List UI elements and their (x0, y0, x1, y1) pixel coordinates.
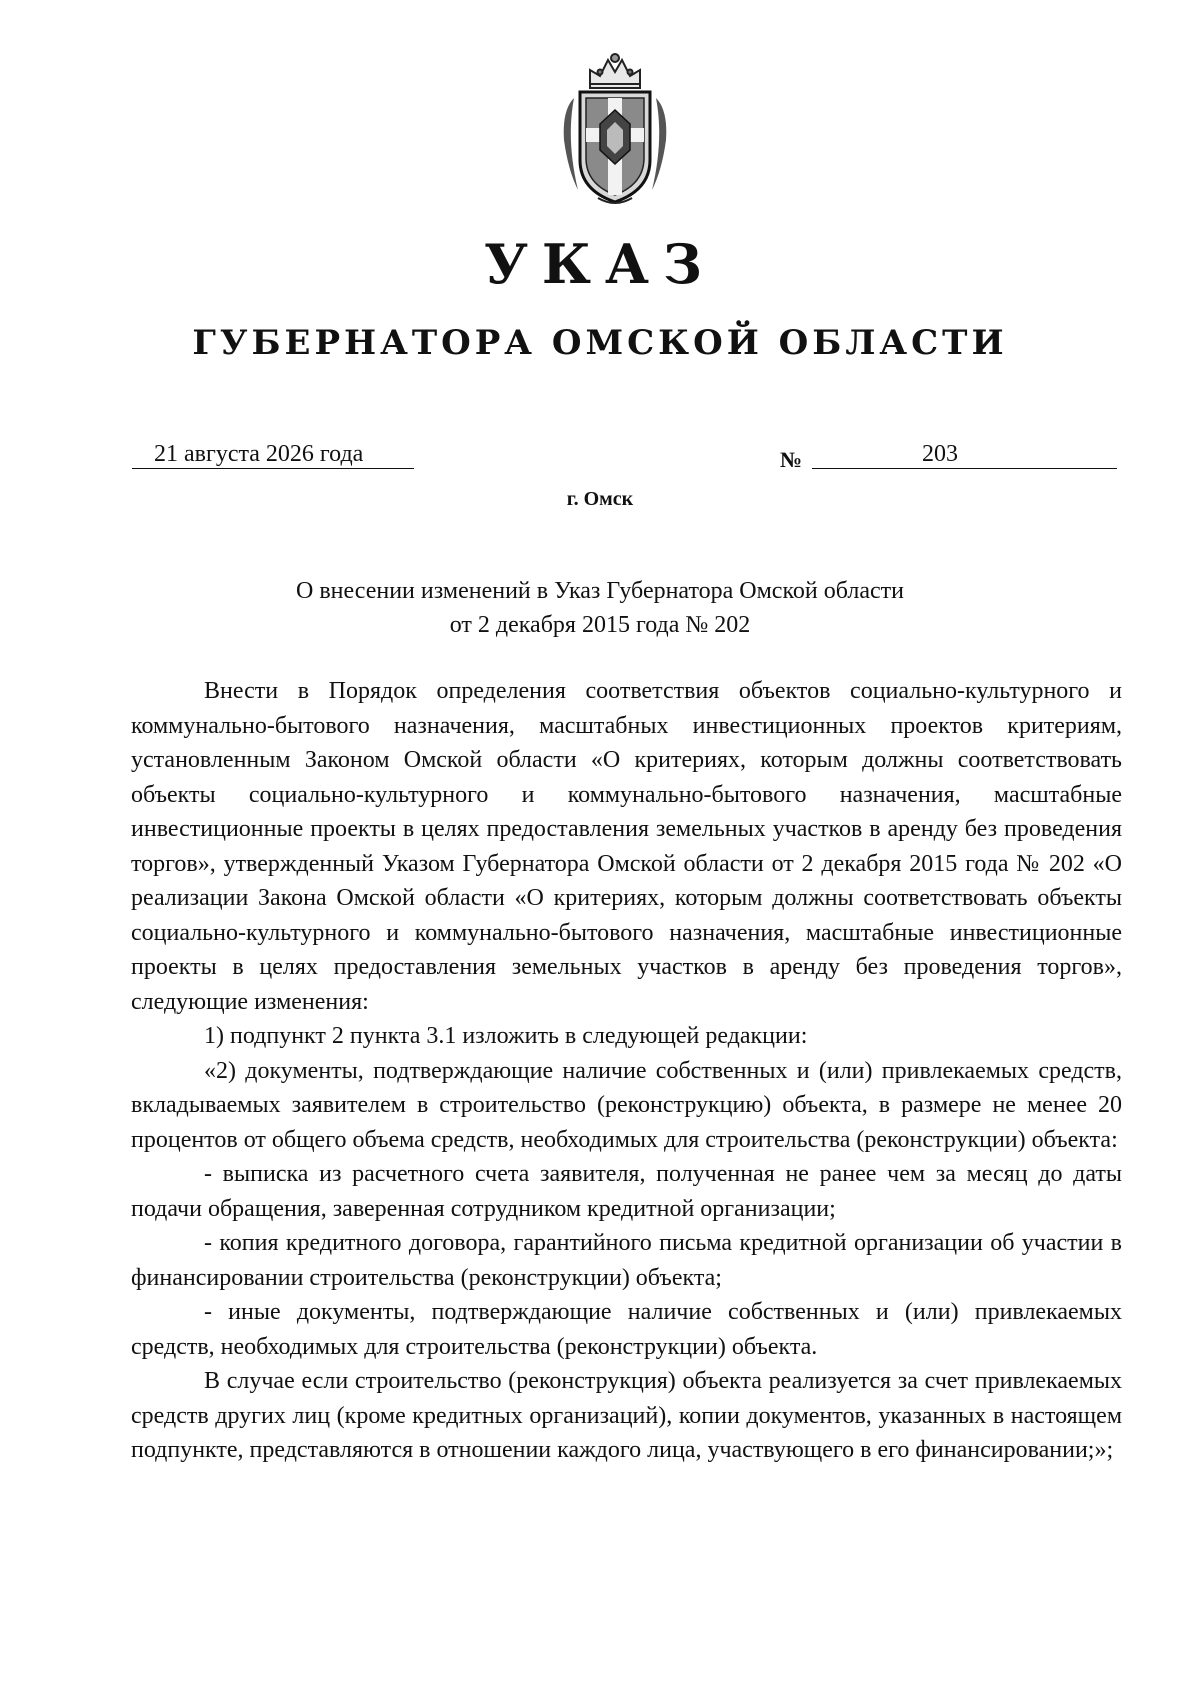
decree-subject (0, 574, 1200, 642)
decree-date: 21 августа 2026 года (154, 441, 364, 467)
body-paragraph: «2) документы, подтверждающие наличие собственных и (или) привлекаемых средств, вкладываемых заявителем в строительство (реконструкцию) объекта, в размере не менее 20 процентов от общего объема средств, необходимых для строительства (реконструкции) объекта: (131, 1057, 1122, 1153)
decree-body (131, 674, 1122, 1468)
number-sign: № (780, 447, 803, 472)
body-paragraph: Внести в Порядок определения соответствия объектов социально-культурного и коммунально-бытового назначения, масштабных инвестиционных проектов критериям, установленным Законом Омской области «О критериях, которым должны соответствовать объекты социально-культурного и коммунально-бытового назначения, масштабные инвестиционные проекты в целях предоставления земельных участков в аренду без проведения торгов», утвержденный Указом Губернатора Омской области от 2 декабря 2015 года № 202 «О реализации Закона Омской области «О критериях, которым должны соответствовать объекты социально-культурного и коммунально-бытового назначения, масштабные инвестиционные проекты в целях предоставления земельных участков в аренду без проведения торгов», следующие изменения: (131, 678, 1122, 1015)
body-paragraph: - выписка из расчетного счета заявителя, полученная не ранее чем за месяц до даты подачи обращения, заверенная сотрудником кредитной организации; (131, 1161, 1122, 1222)
coat-of-arms-icon (560, 50, 670, 210)
decree-date-field (132, 440, 414, 469)
body-paragraph: В случае если строительство (реконструкция) объекта реализуется за счет привлекаемых средств других лиц (кроме кредитных организаций), копии документов, указанных в настоящем подпункте, представляются в отношении каждого лица, участвующего в его финансировании;»; (131, 1368, 1122, 1463)
body-paragraph: - копия кредитного договора, гарантийного письма кредитной организации об участии в финансировании строительства (реконструкции) объекта; (131, 1230, 1122, 1291)
document-issuer: ГУБЕРНАТОРА ОМСКОЙ ОБЛАСТИ (192, 323, 1008, 363)
subject-line-1: О внесении изменений в Указ Губернатора Омской области (296, 578, 904, 604)
decree-number: 203 (922, 441, 958, 467)
document-title: УКАЗ (484, 232, 716, 296)
body-paragraph: 1) подпункт 2 пункта 3.1 изложить в следующей редакции: (204, 1023, 808, 1049)
decree-number-field (812, 440, 1117, 469)
place-of-issue: г. Омск (566, 488, 634, 510)
body-paragraph: - иные документы, подтверждающие наличие собственных и (или) привлекаемых средств, необходимых для строительства (реконструкции) объекта. (131, 1299, 1122, 1360)
subject-line-2: от 2 декабря 2015 года № 202 (449, 612, 751, 638)
